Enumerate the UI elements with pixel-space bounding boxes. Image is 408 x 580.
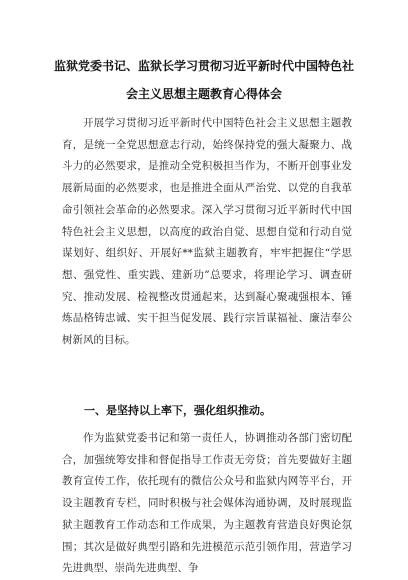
body-paragraph: 作为监狱党委书记和第一责任人，协调推动各部门密切配合，加强统筹安排和督促指导工作责无旁贷；首先要做好主题教育宣传工作，依托现有的微信公众号和监狱内网等平台，开设主题教育专栏，同时积极与社会媒体沟通协调，及时展现监狱主题教育工作动态和工作成果，为主题教育营造良好舆论氛围；其次是做好典型引路和先进模范示范引领作用，营造学习先进典型、崇尚先进典型、争 <box>62 432 352 575</box>
document-title-line-2: 会主义思想主题教育心得体会 <box>125 87 282 101</box>
document-title-line-1: 监狱党委书记、监狱长学习贯彻习近平新时代中国特色社 <box>53 59 354 73</box>
intro-paragraph: 开展学习贯彻习近平新时代中国特色社会主义思想主题教育，是统一全党思想意志行动，始终保持党的强大凝聚力、战斗力的必然要求，是推动全党积极担当作为，不断开创事业发展新局面的必然要求，也是推进全面从严治党、以党的自我革命引领社会革命的必然要求。深入学习贯彻习近平新时代中国特色社会主义思想，以高度的政治自觉、思想自觉和行动自觉谋划好、组织好、开展好**监狱主题教育，牢牢把握住“学思想、强党性、重实践、建新功”总要求，将理论学习、调查研究、推动发展、检视整改贯通起来，达到凝心聚魂强根本、锤炼品格铸忠诚、实干担当促发展、践行宗旨谋福祉、廉洁奉公树新风的目标。 <box>62 117 352 347</box>
section-heading: 一、是坚持以上率下，强化组织推动。 <box>84 404 271 417</box>
